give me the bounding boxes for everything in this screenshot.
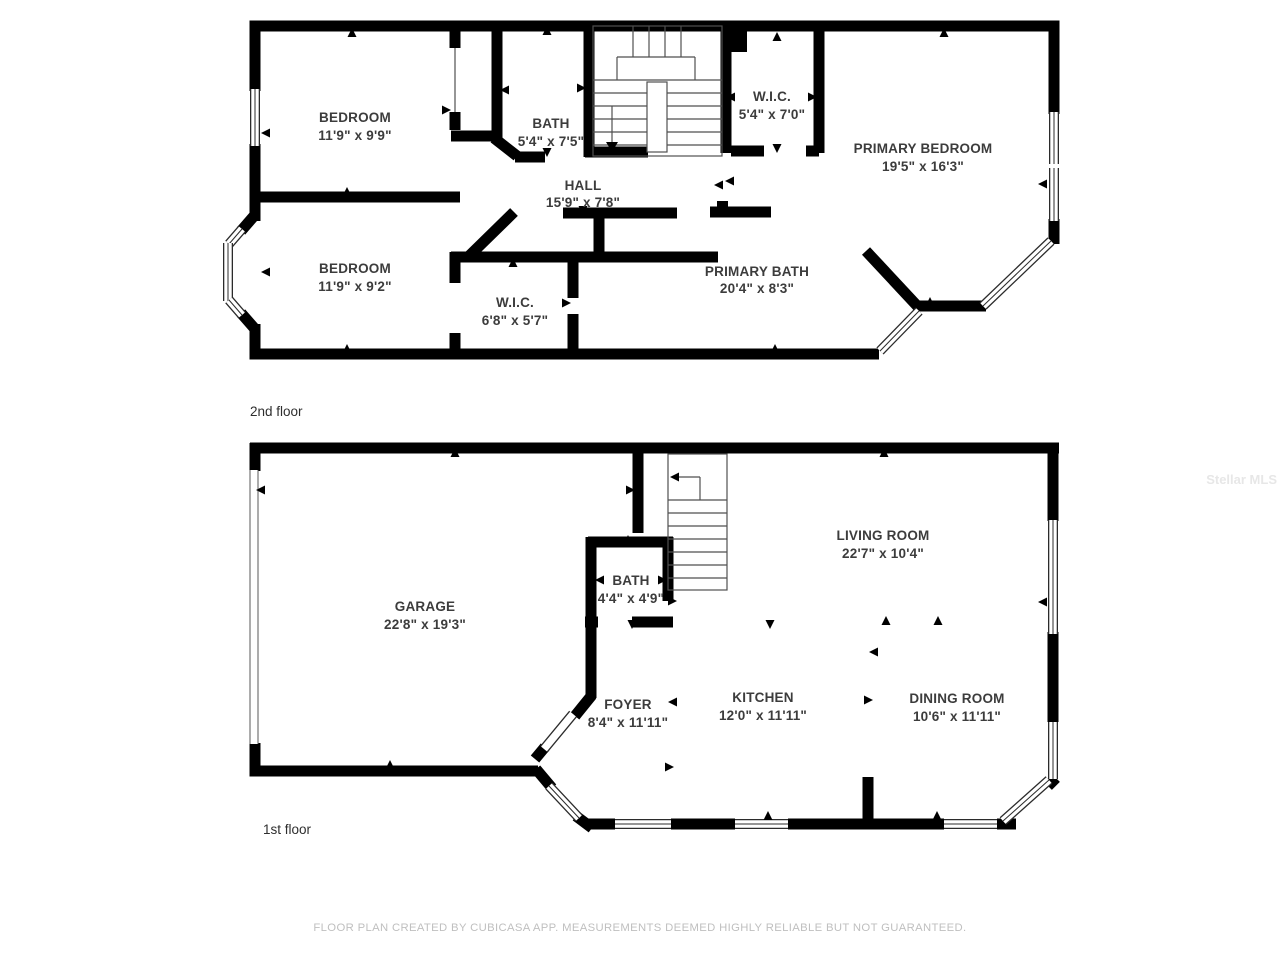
staircase-2nd-floor (593, 26, 722, 156)
room-dims-wic-top: 5'4" x 7'0" (738, 107, 806, 122)
room-label-bath-1st: BATH (612, 573, 650, 588)
room-label-bedroom-1: BEDROOM (319, 110, 391, 125)
window (229, 229, 242, 244)
footer-disclaimer: FLOOR PLAN CREATED BY CUBICASA APP. MEASUREMENTS DEEMED HIGHLY RELIABLE BUT NOT GUARANTEED. (313, 922, 967, 934)
room-dims-bath-2nd: 5'4" x 7'5" (517, 134, 585, 149)
staircase-1st-floor (668, 454, 727, 590)
floor-plan-2nd-floor (228, 21, 1059, 420)
room-dims-bedroom-2: 11'9" x 9'2" (318, 279, 392, 294)
room-label-hall: HALL (564, 178, 602, 193)
stair-up-arrow (670, 473, 679, 482)
window (229, 300, 242, 315)
walls-2nd-floor (241, 21, 1059, 360)
room-dims-dining-room: 10'6" x 11'11" (912, 709, 1002, 724)
room-dims-living-room: 22'7" x 10'4" (842, 546, 924, 561)
walls-1st-floor (250, 443, 1060, 830)
room-label-living-room: LIVING ROOM (836, 528, 930, 543)
window (983, 241, 1051, 306)
room-labels-1st-floor (384, 528, 1005, 730)
floor-label-1st: 1st floor (263, 822, 312, 837)
garage-foyer-door (544, 714, 573, 749)
room-label-foyer: FOYER (604, 697, 652, 712)
room-label-kitchen: KITCHEN (732, 690, 794, 705)
room-label-primary-bath: PRIMARY BATH (704, 264, 810, 279)
room-label-dining-room: DINING ROOM (909, 691, 1005, 706)
room-label-bath-2nd: BATH (532, 116, 570, 131)
room-dims-bedroom-1: 11'9" x 9'9" (318, 128, 392, 143)
front-door (549, 786, 579, 818)
floor-label-2nd: 2nd floor (250, 404, 303, 419)
floor-plan-1st-floor (250, 443, 1060, 837)
door-arrows-1st-floor (256, 448, 1047, 820)
room-dims-primary-bath: 20'4" x 8'3" (719, 281, 795, 296)
door-arrows-2nd-floor (261, 26, 1047, 353)
window (1003, 780, 1049, 821)
room-label-wic-top: W.I.C. (753, 89, 791, 104)
room-dims-foyer: 8'4" x 11'11" (587, 715, 669, 730)
room-label-garage: GARAGE (394, 599, 456, 614)
room-dims-wic-bottom: 6'8" x 5'7" (481, 313, 549, 328)
room-dims-bath-1st: 4'4" x 4'9" (597, 591, 665, 606)
room-label-primary-bedroom: PRIMARY BEDROOM (853, 141, 993, 156)
stellar-mls-watermark: Stellar MLS (1206, 472, 1277, 487)
room-dims-garage: 22'8" x 19'3" (384, 617, 466, 632)
room-dims-hall: 15'9" x 7'8" (545, 195, 621, 210)
window (880, 311, 919, 351)
room-label-wic-bottom: W.I.C. (496, 295, 534, 310)
room-dims-primary-bedroom: 19'5" x 16'3" (882, 159, 964, 174)
room-label-bedroom-2: BEDROOM (319, 261, 391, 276)
room-dims-kitchen: 12'0" x 11'11" (718, 708, 808, 723)
